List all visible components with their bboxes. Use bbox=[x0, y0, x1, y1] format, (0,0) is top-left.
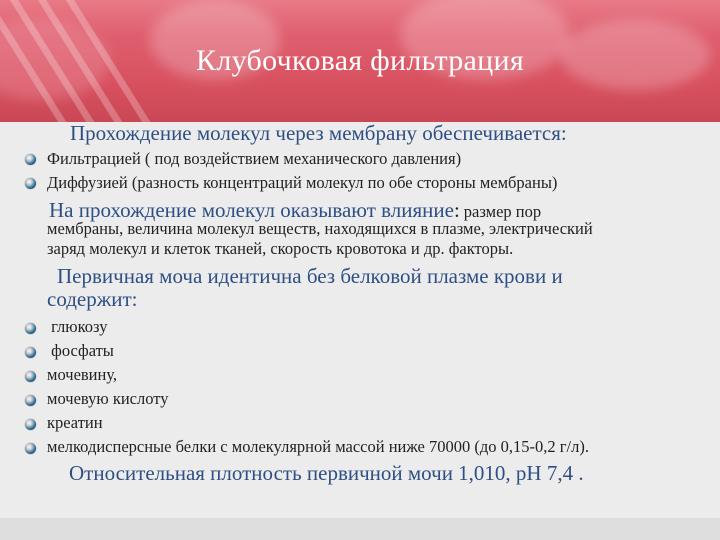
influence-line-1: мембраны, величина молекул веществ, находящихся в плазме, электрический bbox=[47, 219, 593, 238]
bullet-icon bbox=[25, 419, 36, 430]
footer-bar bbox=[0, 518, 720, 540]
density-text: Относительная плотность первичной мочи 1,010, рН 7,4 . bbox=[69, 461, 584, 485]
urine-item-glucose: глюкозу bbox=[47, 317, 108, 336]
influence-colon: : bbox=[453, 198, 460, 222]
urine-heading-line-2: содержит: bbox=[47, 287, 138, 311]
urine-item-urea: мочевину, bbox=[47, 365, 118, 384]
bullet-icon bbox=[25, 395, 36, 406]
bullet-icon bbox=[25, 323, 36, 334]
urine-item-creatine: креатин bbox=[47, 413, 103, 432]
title-banner bbox=[0, 0, 720, 122]
mechanism-diffusion: Диффузией (разность концентраций молекул по обе стороны мембраны) bbox=[47, 173, 558, 192]
urine-item-proteins: мелкодисперсные белки с молекулярной массой ниже 70000 (до 0,15-0,2 г/л). bbox=[47, 437, 589, 456]
urine-item-uric-acid: мочевую кислоту bbox=[47, 389, 169, 408]
urine-heading-line-1: Первичная моча идентична без белковой плазме крови и bbox=[57, 264, 563, 288]
urine-item-phosphates: фосфаты bbox=[47, 341, 114, 360]
bullet-icon bbox=[25, 154, 36, 165]
bullet-icon bbox=[25, 178, 36, 189]
influence-line-2: заряд молекул и клеток тканей, скорость кровотока и др. факторы. bbox=[47, 239, 514, 258]
intro-text: Прохождение молекул через мембрану обеспечивается: bbox=[70, 121, 567, 145]
bullet-icon bbox=[25, 443, 36, 454]
bullet-icon bbox=[25, 347, 36, 358]
slide-title: Клубочковая фильтрация bbox=[196, 44, 524, 77]
mechanism-filtration: Фильтрацией ( под воздействием механического давления) bbox=[47, 149, 462, 168]
influence-tail: размер пор bbox=[463, 202, 542, 221]
influence-lead: На прохождение молекул оказывают влияние bbox=[49, 198, 454, 222]
bullet-icon bbox=[25, 371, 36, 382]
